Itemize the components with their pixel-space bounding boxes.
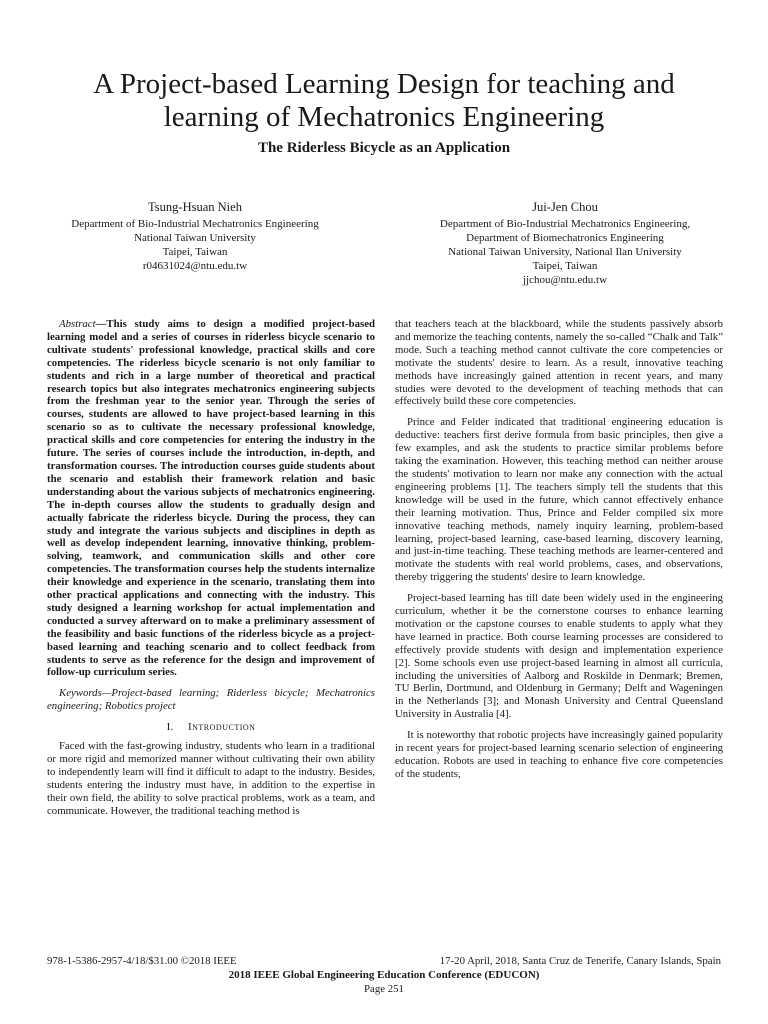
author-location: Taipei, Taiwan — [162, 246, 228, 258]
author-block-2 — [410, 200, 720, 287]
author-affiliation: Department of Bio-Industrial Mechatronics Engineering — [71, 218, 319, 230]
footer-conference: 2018 IEEE Global Engineering Education Conference (EDUCON) — [228, 969, 540, 981]
body-paragraph: Prince and Felder indicated that traditional engineering education is deductive: teachers first derive formula from basic principles, then give a few examples, and ask the students to practice similar problems before taking the examination. However, this teaching method can neither arouse the students' motivation to learn nor make any connection with the actual engineering problems [1]. The teachers simply tell the students that this knowledge will be used in the future, which cannot effectively enhance their learning motivation. Thus, Prince and Felder compiled six more innovative teaching methods, namely inquiry learning, problem-based learning, project-based learning, case-based learning, discovery learning, and just-in-time teaching. These teaching methods are learner-centered and motivate the students with real world problems, cases, and observations, thereby triggering the students' desire to learn knowledge. — [395, 416, 723, 584]
title-line-2: learning of Mechatronics Engineering — [163, 101, 605, 133]
author-affiliation: National Taiwan University — [134, 232, 256, 244]
body-paragraph: that teachers teach at the blackboard, while the students passively absorb and memorize the teaching contents, namely the so-called “Chalk and Talk” mode. Such a teaching method cannot cultivate the core competencies or motivate the students' desire to learn. As a result, innovative teaching methods have increasingly gained attention in recent years, and many studies were devoted to the development of teaching methods that can effectively build these core competencies. — [395, 318, 723, 408]
right-column — [395, 318, 723, 789]
author-affiliation: National Taiwan University, National Ilan University — [448, 246, 682, 258]
paper-title — [0, 68, 768, 134]
footer-page-number: Page 251 — [364, 983, 404, 995]
abstract-text: —This study aims to design a modified project-based learning model and a series of courses in riderless bicycle scenario to cultivate students' professional knowledge, practical skills and core competencies. The riderless bicycle scenario is not only familiar to students and rich in a large number of theoretical and practical research topics but also integrates mechatronics engineering subjects from the freshman year to the senior year. Through the series of courses, students are allowed to have project-based learning in this scenario so as to cultivate the necessary professional knowledge, practical skills and core competencies for entering the industry in the future. The series of courses include the introduction, in-depth, and transformation courses. The introduction courses guide students about the scenario and establish their framework relation and basic understanding about the various subjects of mechatronics engineering. The in-depth courses allow the students to gradually design and actually fabricate the riderless bicycle. During the process, they can study and integrate the various subjects and disciplines in depth as well as develop independent learning, innovative thinking, problem-solving, teamwork, and communication skills and other core competencies. The transformation courses help the students internalize their knowledge and experience in the scenario, translating them into other practical applications and connecting with the industry. This study designed a learning workshop for actual implementation and conducted a survey afterward on to make a preliminary assessment of the feasibility and basic functions of the riderless bicycle as a project-based learning and teaching scenario and to collect feedback from students to serve as the reference for the design and improvement of follow-up curriculum series. — [47, 318, 375, 679]
keywords: Keywords—Project-based learning; Riderless bicycle; Mechatronics engineering; Robotics project — [47, 687, 375, 713]
author-name: Jui-Jen Chou — [532, 200, 598, 214]
body-paragraph: Faced with the fast-growing industry, students who learn in a traditional or more rigid and memorized manner without cultivating their own ability to independently learn will find it difficult to adapt to the industry. Besides, students entering the industry must have, in addition to the expertise in their own field, the ability to solve practical problems, work as a team, and communicate. However, the traditional teaching method is — [47, 740, 375, 817]
abstract-lead: Abstract — [59, 318, 96, 330]
author-affiliation: Department of Bio-Industrial Mechatronics Engineering, — [439, 218, 691, 230]
author-block-1 — [40, 200, 350, 273]
body-paragraph: Project-based learning has till date been widely used in the engineering curriculum, whether it be the cornerstone courses to enhance learning motivation or the capstone courses to enable students to apply what they have learned in practice. Both course learning processes are considered to effectively provide students with design and implementation experience [2]. Some schools even use project-based learning in almost all curricula, including the universities of Aalborg and Roskilde in Denmark; Bremen, TU Berlin, Dortmund, and Oldenburg in Germany; Delft and Wageningen in the Netherlands [3]; and Monash University and Central Queensland University in Australia [4]. — [395, 592, 723, 721]
section-heading-introduction — [47, 721, 375, 734]
paper-subtitle: The Riderless Bicycle as an Application — [257, 140, 511, 156]
footer-date-place: 17-20 April, 2018, Santa Cruz de Tenerife, Canary Islands, Spain — [439, 955, 721, 967]
author-name: Tsung-Hsuan Nieh — [148, 200, 242, 214]
author-email: jjchou@ntu.edu.tw — [522, 274, 608, 286]
section-title: Introduction — [187, 721, 256, 734]
title-line-1: A Project-based Learning Design for teaching and — [93, 68, 675, 100]
left-column — [47, 318, 375, 826]
section-number: I. — [166, 721, 174, 734]
author-location: Taipei, Taiwan — [532, 260, 598, 272]
author-email: r04631024@ntu.edu.tw — [142, 260, 248, 272]
footer-line — [47, 955, 721, 967]
abstract — [47, 318, 375, 679]
body-paragraph: It is noteworthy that robotic projects have increasingly gained popularity in recent years for project-based learning scenario selection of engineering education. Robots are used in teaching to enhance five core competencies of the students, — [395, 729, 723, 780]
footer-isbn: 978-1-5386-2957-4/18/$31.00 ©2018 IEEE — [47, 955, 237, 967]
author-affiliation: Department of Biomechatronics Engineering — [466, 232, 664, 244]
